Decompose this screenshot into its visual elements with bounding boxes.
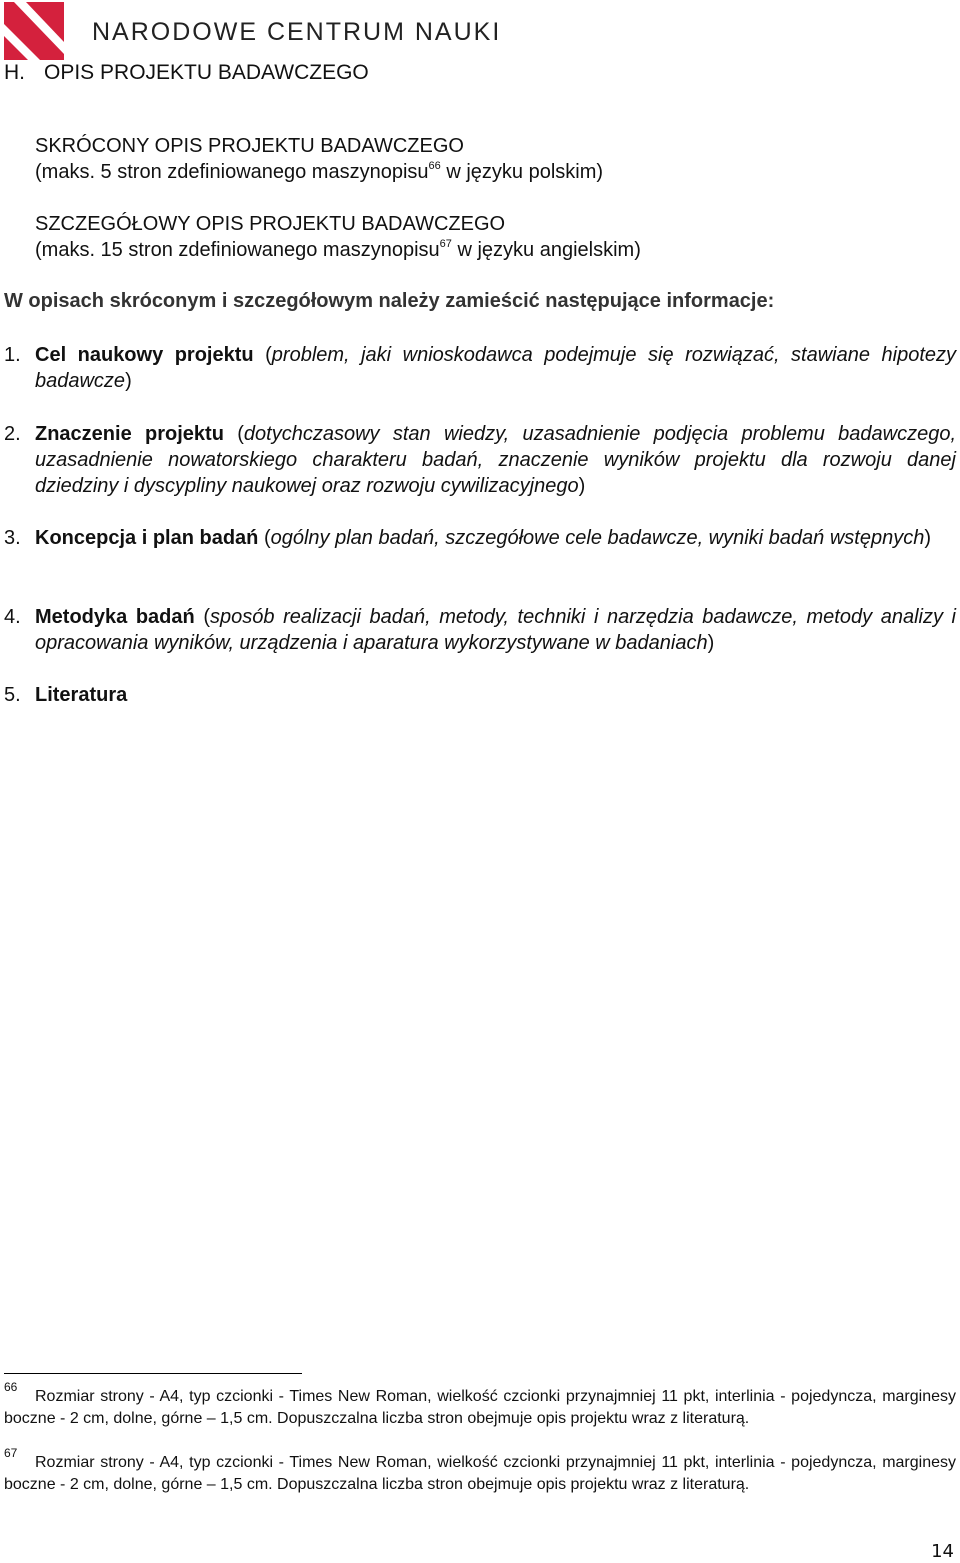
detailed-description-note: (maks. 15 stron zdefiniowanego maszynopisu$^{67}$ w języku angielskim)	[35, 238, 641, 261]
list-item: 4. Metodyka badań (sposób realizacji badań, metody, techniki i narzędzia badawcze, metody analizy i opracowania wyników, urządzenia i aparatura wykorzystywane w badaniach)	[4, 606, 956, 654]
item-heading: Cel naukowy projektu	[35, 344, 254, 366]
footnote-ref-66: 66	[428, 160, 441, 172]
short-description-title: SKRÓCONY OPIS PROJEKTU BADAWCZEGO	[35, 135, 464, 157]
item-heading: Metodyka badań	[35, 606, 195, 628]
list-item: 1. Cel naukowy projektu (problem, jaki wnioskodawca podejmuje się rozwiązać, stawiane hipotezy badawcze)	[4, 344, 956, 392]
item-number: 4.	[4, 606, 21, 628]
section-title	[4, 61, 369, 85]
section-title-text: OPIS PROJEKTU BADAWCZEGO	[44, 61, 369, 84]
footnote-66	[4, 1380, 956, 1430]
item-number: 3.	[4, 527, 21, 549]
item-description: problem, jaki wnioskodawca podejmuje się rozwiązać, stawiane hipotezy badawcze	[35, 344, 956, 392]
footnote-separator	[4, 1373, 302, 1374]
intro-text: W opisach skróconym i szczegółowym należy zamieścić następujące informacje:	[4, 290, 775, 312]
item-description: sposób realizacji badań, metody, techniki i narzędzia badawcze, metody analizy i opracowania wyników, urządzenia i aparatura wykorzystywane w badaniach	[35, 606, 956, 654]
footnote-text: Rozmiar strony - A4, typ czcionki - Times New Roman, wielkość czcionki przynajmniej 11 pkt, interlinia - pojedyncza, marginesy boczne - 2 cm, dolne, górne – 1,5 cm. Dopuszczalna liczba stron obejmuje opis projektu wraz z literaturą.	[4, 1454, 956, 1493]
section-number: H.	[4, 61, 25, 84]
list-item	[4, 682, 956, 708]
item-heading: Literatura	[35, 684, 128, 706]
item-number: 2.	[4, 423, 21, 445]
item-number: 1.	[4, 344, 21, 366]
short-description	[35, 133, 603, 185]
item-description: dotychczasowy stan wiedzy, uzasadnienie podjęcia problemu badawczego, uzasadnienie nowatorskiego charakteru badań, znaczenie wyników projektu dla rozwoju danej dziedziny i dyscypliny naukowej oraz rozwoju cywilizacyjnego	[35, 423, 957, 497]
ncn-logo	[4, 2, 64, 60]
item-heading: Koncepcja i plan badań	[35, 527, 259, 549]
footnote-mark: 66	[4, 1380, 18, 1394]
list-item: 2. Znaczenie projektu (dotychczasowy stan wiedzy, uzasadnienie podjęcia problemu badawczego, uzasadnienie nowatorskiego charakteru badań, znaczenie wyników projektu dla rozwoju danej dziedziny i dyscypliny naukowej oraz rozwoju cywilizacyjnego)	[4, 423, 957, 497]
org-name: NARODOWE CENTRUM NAUKI	[92, 18, 502, 46]
footnote-67	[4, 1446, 956, 1496]
short-description-note: (maks. 5 stron zdefiniowanego maszynopisu$^{66}$ w języku polskim)	[35, 160, 604, 183]
footnote-mark: 67	[4, 1446, 18, 1460]
page-number: 14	[931, 1541, 954, 1562]
footnote-text: Rozmiar strony - A4, typ czcionki - Times New Roman, wielkość czcionki przynajmniej 11 pkt, interlinia - pojedyncza, marginesy boczne - 2 cm, dolne, górne – 1,5 cm. Dopuszczalna liczba stron obejmuje opis projektu wraz z literaturą.	[4, 1388, 956, 1427]
item-heading: Znaczenie projektu	[35, 423, 224, 445]
item-description: ogólny plan badań, szczegółowe cele badawcze, wyniki badań wstępnych	[270, 527, 925, 549]
footnote-ref-67: 67	[439, 238, 452, 250]
list-item: 3. Koncepcja i plan badań (ogólny plan badań, szczegółowe cele badawcze, wyniki badań wstępnych)	[4, 527, 932, 549]
detailed-description-title: SZCZEGÓŁOWY OPIS PROJEKTU BADAWCZEGO	[35, 213, 506, 235]
item-number: 5.	[4, 684, 21, 706]
detailed-description	[35, 211, 641, 263]
